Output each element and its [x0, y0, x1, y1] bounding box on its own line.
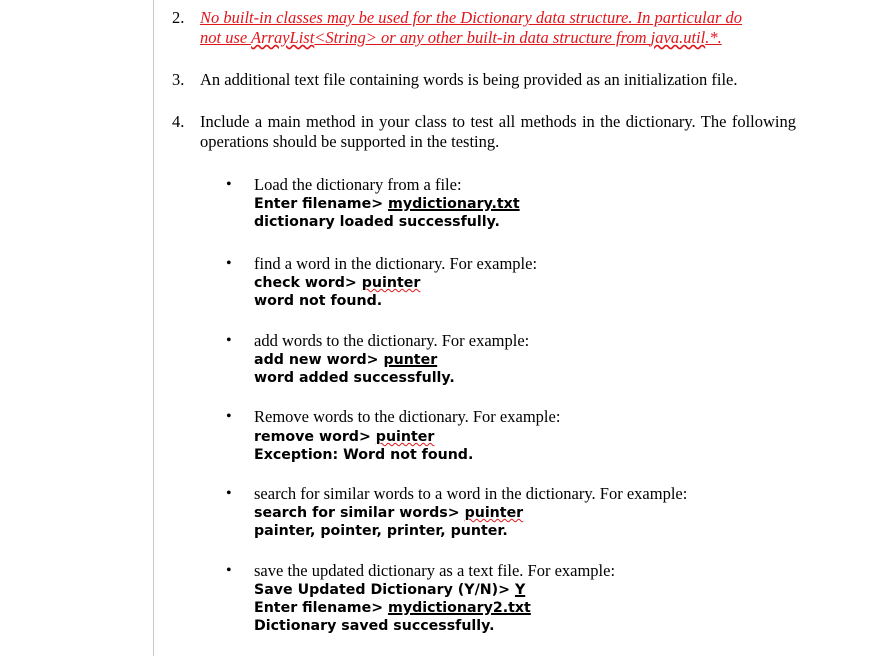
- console-result: painter, pointer, printer, punter.: [254, 523, 508, 539]
- console-input: puinter: [375, 429, 435, 445]
- bullet-dot: •: [226, 562, 232, 579]
- console-prompt: Save Updated Dictionary (Y/N)>: [254, 582, 515, 598]
- bullet-description: add words to the dictionary. For example:: [254, 331, 530, 350]
- bullet-description: search for similar words to a word in the dictionary. For example:: [254, 484, 688, 503]
- item-text: An additional text file containing words is being provided as an initialization file.: [200, 70, 738, 89]
- requirement-text-e: .*.: [705, 28, 722, 47]
- requirement-text-a: not use: [200, 28, 252, 47]
- console-result: word not found.: [254, 293, 383, 309]
- bullet-dot: •: [226, 255, 232, 272]
- console-result: Dictionary saved successfully.: [254, 618, 495, 634]
- console-prompt-line: [254, 581, 525, 599]
- list-item-2: [172, 8, 796, 48]
- console-prompt: add new word>: [254, 352, 384, 368]
- console-prompt-line: [254, 428, 434, 446]
- list-item-3: [172, 70, 796, 90]
- bullet-dot: •: [226, 332, 232, 349]
- bullet-description: Load the dictionary from a file:: [254, 175, 462, 194]
- console-input: punter: [383, 352, 438, 368]
- requirement-text-c: <String> or any other built-in data structure from: [314, 28, 651, 47]
- console-input: Y: [514, 582, 526, 598]
- bullet-dot: •: [226, 408, 232, 425]
- console-input: puinter: [361, 275, 421, 291]
- bullet-description: save the updated dictionary as a text file. For example:: [254, 561, 616, 580]
- console-input: mydictionary2.txt: [388, 600, 531, 616]
- console-prompt-line: [254, 351, 437, 369]
- console-input: puinter: [464, 505, 524, 521]
- console-prompt: check word>: [254, 275, 362, 291]
- console-prompt-line: [254, 599, 531, 617]
- console-result: Exception: Word not found.: [254, 447, 474, 463]
- list-item-4: [172, 112, 796, 152]
- console-prompt-line: [254, 195, 520, 213]
- console-result: word added successfully.: [254, 370, 455, 386]
- console-result: dictionary loaded successfully.: [254, 214, 500, 230]
- item-text: Include a main method in your class to test all methods in the dictionary. The following operations should be supported in the testing.: [200, 112, 796, 151]
- console-prompt: Enter filename>: [254, 600, 389, 616]
- bullet-dot: •: [226, 485, 232, 502]
- console-prompt: search for similar words>: [254, 505, 465, 521]
- bullet-dot: •: [226, 176, 232, 193]
- requirement-text-javautil: java.util: [650, 28, 706, 47]
- list-number: 2.: [172, 8, 185, 27]
- console-prompt-line: [254, 504, 523, 522]
- bullet-description: find a word in the dictionary. For example:: [254, 254, 538, 273]
- console-prompt-line: [254, 274, 420, 292]
- list-number: 3.: [172, 70, 185, 89]
- requirement-text-line1: No built-in classes may be used for the Dictionary data structure. In particular do: [200, 8, 743, 27]
- requirement-text-arraylist: ArrayList: [251, 28, 315, 47]
- console-input: mydictionary.txt: [388, 196, 520, 212]
- console-prompt: Enter filename>: [254, 196, 389, 212]
- page-margin-line: [153, 0, 154, 656]
- list-number: 4.: [172, 112, 185, 131]
- console-prompt: remove word>: [254, 429, 376, 445]
- bullet-description: Remove words to the dictionary. For example:: [254, 407, 561, 426]
